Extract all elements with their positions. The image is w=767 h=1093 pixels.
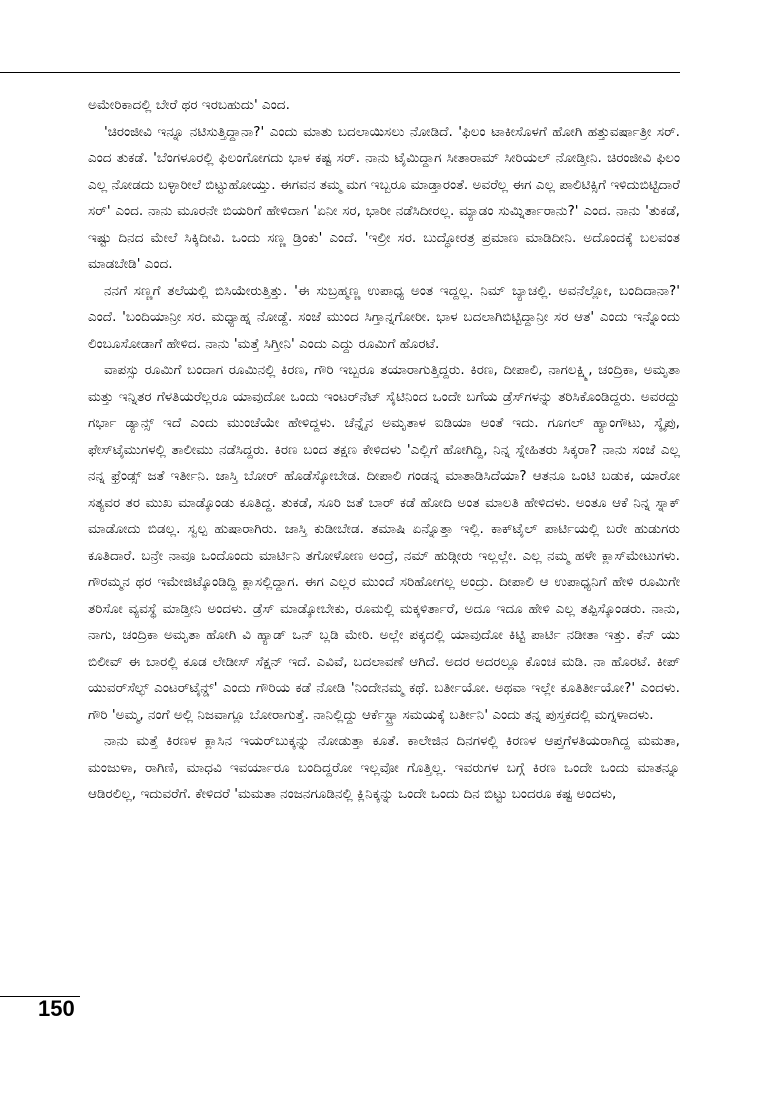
header-rule <box>0 72 680 73</box>
page-number: 150 <box>38 996 75 1021</box>
paragraph: ನಾನು ಮತ್ತೆ ಕಿರಣಳ ಕ್ಲಾಸಿನ ಇಯರ್‌ಬುಕ್ಕನ್ನು ನೋಡುತ್ತಾ ಕೂತೆ. ಕಾಲೇಜಿನ ದಿನಗಳಲ್ಲಿ ಕಿರಣಳ ಆಪ್ತಗೆಳತಿಯರಾಗಿದ್ದ ಮಮತಾ, ಮಂಜುಳಾ, ರಾಗಿಣಿ, ಮಾಧವಿ ಇವರ್ಯಾರೂ ಬಂದಿದ್ದರೋ ಇಲ್ಲವೋ ಗೊತ್ತಿಲ್ಲ. ಇವರುಗಳ ಬಗ್ಗೆ ಕಿರಣ ಒಂದೇ ಒಂದು ಮಾತನ್ನೂ ಆಡಿರಲಿಲ್ಲ, ಇದುವರೆಗೆ. ಕೇಳಿದರೆ 'ಮಮತಾ ನಂಜನಗೂಡಿನಲ್ಲಿ ಕ್ಲಿನಿಕ್ಕನ್ನು ಒಂದೇ ಒಂದು ದಿನ ಬಿಟ್ಟು ಬಂದರೂ ಕಷ್ಟ ಅಂದಳು, <box>88 733 680 802</box>
paragraph: ನನಗೆ ಸಣ್ಣಗೆ ತಲೆಯಲ್ಲಿ ಬಿಸಿಯೇರುತ್ತಿತ್ತು. 'ಈ ಸುಬ್ರಹ್ಮಣ್ಣ ಉಪಾಧ್ಯ ಅಂತ ಇದ್ದಲ್ಲ. ನಿಮ್ ಬ್ಯಾಚಲ್ಲಿ. ಅವನೆಲ್ಲೋ, ಬಂದಿದಾನಾ?' ಎಂದೆ. 'ಬಂದಿಯಾನ್ರೀ ಸರ. ಮಧ್ಯಾಹ್ನ ನೋಡ್ದೆ. ಸಂಜೆ ಮುಂದ ಸಿಗ್ತಾನ್ನಗೋರೀ. ಭಾಳ ಬದಲಾಗಿಬಿಟ್ಟಿದ್ದಾನ್ರೀ ಸರ ಆತ' ಎಂದು ಇನ್ನೊಂದು ಲಿಂಬೂಸೋಡಾಗೆ ಹೇಳಿದ. ನಾನು 'ಮತ್ತೆ ಸಿಗ್ತೀನಿ' ಎಂದು ಎದ್ದು ರೂಮಿಗೆ ಹೊರಟೆ. <box>88 282 680 352</box>
paragraph: ವಾಪಸ್ಸು ರೂಮಿಗೆ ಬಂದಾಗ ರೂಮಿನಲ್ಲಿ ಕಿರಣ, ಗೌರಿ ಇಬ್ಬರೂ ತಯಾರಾಗುತ್ತಿದ್ದರು. ಕಿರಣ, ದೀಪಾಲಿ, ನಾಗಲಕ್ಷ್ಮಿ, ಚಂದ್ರಿಕಾ, ಅಮೃತಾ ಮತ್ತು ಇನ್ನಿತರ ಗೆಳತಿಯರೆಲ್ಲರೂ ಯಾವುದೋ ಒಂದು ಇಂಟರ್‌ನೆಟ್ ಸೈಟಿನಿಂದ ಒಂದೇ ಬಗೆಯ ಡ್ರೆಸ್‌ಗಳನ್ನು ತರಿಸಿಕೊಂಡಿದ್ದರು. ಅವರದ್ದು ಗರ್ಭಾ ಡ್ಯಾನ್ಸ್ ಇದೆ ಎಂದು ಮುಂಚೆಯೇ ಹೇಳಿದ್ದಳು. ಚೆನ್ನೈನ ಅಮೃತಾಳ ಐಡಿಯಾ ಅಂತೆ ಇದು. ಗೂಗಲ್ ಹ್ಯಾಂಗೌಟು, ಸ್ಕೈಪು, ಫೇಸ್‌ಟೈಮುಗಳಲ್ಲಿ ತಾಲೀಮು ನಡೆಸಿದ್ದರು. ಕಿರಣ ಬಂದ ತಕ್ಷಣ ಕೇಳಿದಳು 'ಎಲ್ಲಿಗೆ ಹೋಗಿದ್ದಿ, ನಿನ್ನ ಸ್ನೇಹಿತರು ಸಿಕ್ಕರಾ? ನಾನು ಸಂಜೆ ಎಲ್ಲ ನನ್ನ ಫ್ರೆಂಡ್ಸ್ ಜತೆ ಇರ್ತೀನಿ. ಜಾಸ್ತಿ ಬೋರ್ ಹೊಡೆಸ್ಕೋಬೇಡ. ದೀಪಾಲಿ ಗಂಡನ್ನ ಮಾತಾಡಿಸಿದೆಯಾ? ಆತನೂ ಒಂಟಿ ಬಡುಕ, ಯಾರೋ ಸತ್ಯವರ ತರ ಮುಖ ಮಾಡ್ಕೊಂಡು ಕೂತಿದ್ದ. ತುಕಡೆ, ಸೂರಿ ಜತೆ ಬಾರ್ ಕಡೆ ಹೋದಿ ಅಂತ ಮಾಲತಿ ಹೇಳಿದಳು. ಅಂತೂ ಆಕೆ ನಿನ್ನ ಸ್ನಾಕ್ ಮಾಡೋದು ಬಿಡಲ್ಲ. ಸ್ವಲ್ಪ ಹುಷಾರಾಗಿರು. ಜಾಸ್ತಿ ಕುಡೀಬೇಡ. ತಮಾಷಿ ಏನ್ನೊತ್ತಾ ಇಲ್ಲಿ. ಕಾಕ್‌ಟೈಲ್ ಪಾರ್ಟಿಯಲ್ಲಿ ಬರೇ ಹುಡುಗರು ಕೂತಿದಾರೆ. ಬನ್ರೇ ನಾವೂ ಒಂದೊಂದು ಮಾರ್ಟಿನಿ ತಗೋಳೋಣ ಅಂದ್ರೆ, ನಮ್ ಹುಡ್ಗೀರು ಇಲ್ಲಲ್ಲೇ. ಎಲ್ಲ ನಮ್ಮ ಹಳೇ ಕ್ಲಾಸ್‌ಮೇಟುಗಳು. ಗೌರಮ್ಮನ ಥರ ಇಮೇಜಿಟ್ಕೊಂಡಿದ್ದಿ ಕ್ಲಾಸಲ್ಲಿದ್ದಾಗ. ಈಗ ಎಲ್ಲರ ಮುಂದೆ ಸರಿಹೋಗಲ್ಲ ಅಂದ್ರು. ದೀಪಾಲಿ ಆ ಉಪಾಧ್ಯನಿಗೆ ಹೇಳಿ ರೂಮಿಗೇ ತರಿಸೋ ವ್ಯವಸ್ಥೆ ಮಾಡ್ತೀನಿ ಅಂದಳು. ಡ್ರೆಸ್ ಮಾಡ್ಕೋಬೇಕು, ರೂಮಲ್ಲಿ ಮಕ್ಕಳಿರ್ತಾರೆ, ಅದೂ ಇದೂ ಹೇಳಿ ಎಲ್ಲ ತಪ್ಪಿಸ್ಕೊಂಡರು. ನಾನು, ನಾಗು, ಚಂದ್ರಿಕಾ ಅಮೃತಾ ಹೋಗಿ ವಿ ಹ್ಯಾಡ್ ಒನ್ ಬ್ಲಡಿ ಮೇರಿ. ಅಲ್ಲೇ ಪಕ್ಕದಲ್ಲಿ ಯಾವುದೋ ಕಿಟ್ಟಿ ಪಾರ್ಟಿ ನಡೀತಾ ಇತ್ತು. ಕೆನ್ ಯು ಬಿಲೀವ್ ಈ ಬಾರಲ್ಲಿ ಕೂಡ ಲೇಡೀಸ್ ಸೆಕ್ಷನ್ ಇದೆ. ಎವಿವೆ, ಬದಲಾವಣೆ ಆಗಿದೆ. ಅದರ ಅದರಲ್ಲೂ ಕೊಂಚ ಮಡಿ. ನಾ ಹೊರಟೆ. ಕೀಪ್ ಯುವರ್‌ಸೆಲ್ಫ್ ಎಂಟರ್‌ಟೈನ್ಡ್' ಎಂದು ಗೌರಿಯ ಕಡೆ ನೋಡಿ 'ನಿಂದೇನಮ್ಮ ಕಥೆ. ಬರ್ತೀಯೋ. ಅಥವಾ ಇಲ್ಲೇ ಕೂತಿರ್ತೀಯೋ?' ಎಂದಳು. ಗೌರಿ 'ಅಮ್ಮ, ನಂಗೆ ಅಲ್ಲಿ ನಿಜವಾಗ್ಲೂ ಬೋರಾಗುತ್ತೆ. ನಾನಿಲ್ಲಿದ್ದು ಆರ್ಕೆಸ್ಟ್ರಾ ಸಮಯಕ್ಕೆ ಬರ್ತೀನಿ' ಎಂದು ತನ್ನ ಪುಸ್ತಕದಲ್ಲಿ ಮಗ್ನಳಾದಳು. <box>88 362 680 723</box>
paragraph: 'ಚಿರಂಜೀವಿ ಇನ್ನೂ ನಟಿಸುತ್ತಿದ್ದಾನಾ?' ಎಂದು ಮಾತು ಬದಲಾಯಿಸಲು ನೋಡಿದೆ. 'ಫಿಲಂ ಟಾಕೀಸೊಳಗೆ ಹೋಗಿ ಹತ್ತುವರ್ಷಾತ್ರೀ ಸರ್. ಎಂದ ತುಕಡೆ. 'ಬೆಂಗಳೂರಲ್ಲಿ ಫಿಲಂಗೋಗದು ಭಾಳ ಕಷ್ಟ ಸರ್. ನಾನು ಟೈಮಿದ್ದಾಗ ಸೀತಾರಾಮ್ ಸೀರಿಯಲ್ ನೋಡ್ತೀನಿ. ಚಿರಂಜೀವಿ ಫಿಲಂ ಎಲ್ಲ ನೋಡದು ಬಳ್ಳಾರೀಲೆ ಬಿಟ್ಟುಹೋಯ್ತು. ಈಗವನ ತಮ್ಮ ಮಗ ಇಬ್ಬರೂ ಮಾಡ್ತಾರಂತೆ. ಅವರೆಲ್ಲ ಈಗ ಎಲ್ಲ ಪಾಲಿಟಿಕ್ಸಿಗೆ ಇಳಿದುಬಿಟ್ಟಿದಾರೆ ಸರ್' ಎಂದ. ನಾನು ಮೂರನೇ ಬಿಯರಿಗೆ ಹೇಳಿದಾಗ 'ಏನೀ ಸರ, ಭಾರೀ ನಡೆಸಿದೀರಲ್ಲ. ಮ್ಯಾಡಂ ಸುಮ್ನಿರ್ತಾರಾನು?' ಎಂದ. ನಾನು 'ತುಕಡೆ, ಇಷ್ಟು ದಿನದ ಮೇಲೆ ಸಿಕ್ಕಿದೀವಿ. ಒಂದು ಸಣ್ಣ ಡ್ರಿಂಕು' ಎಂದೆ. 'ಇಲ್ರೀ ಸರ. ಬುದ್ಧೋರತ್ರ ಪ್ರಮಾಣ ಮಾಡಿದೀನಿ. ಅದೊಂದಕ್ಕೆ ಬಲವಂತ ಮಾಡಬೇಡಿ' ಎಂದ. <box>88 123 680 272</box>
body-text <box>88 92 680 808</box>
paragraph: ಅಮೇರಿಕಾದಲ್ಲಿ ಬೇರೆ ಥರ ಇರಬಹುದು' ಎಂದ. <box>88 97 290 113</box>
